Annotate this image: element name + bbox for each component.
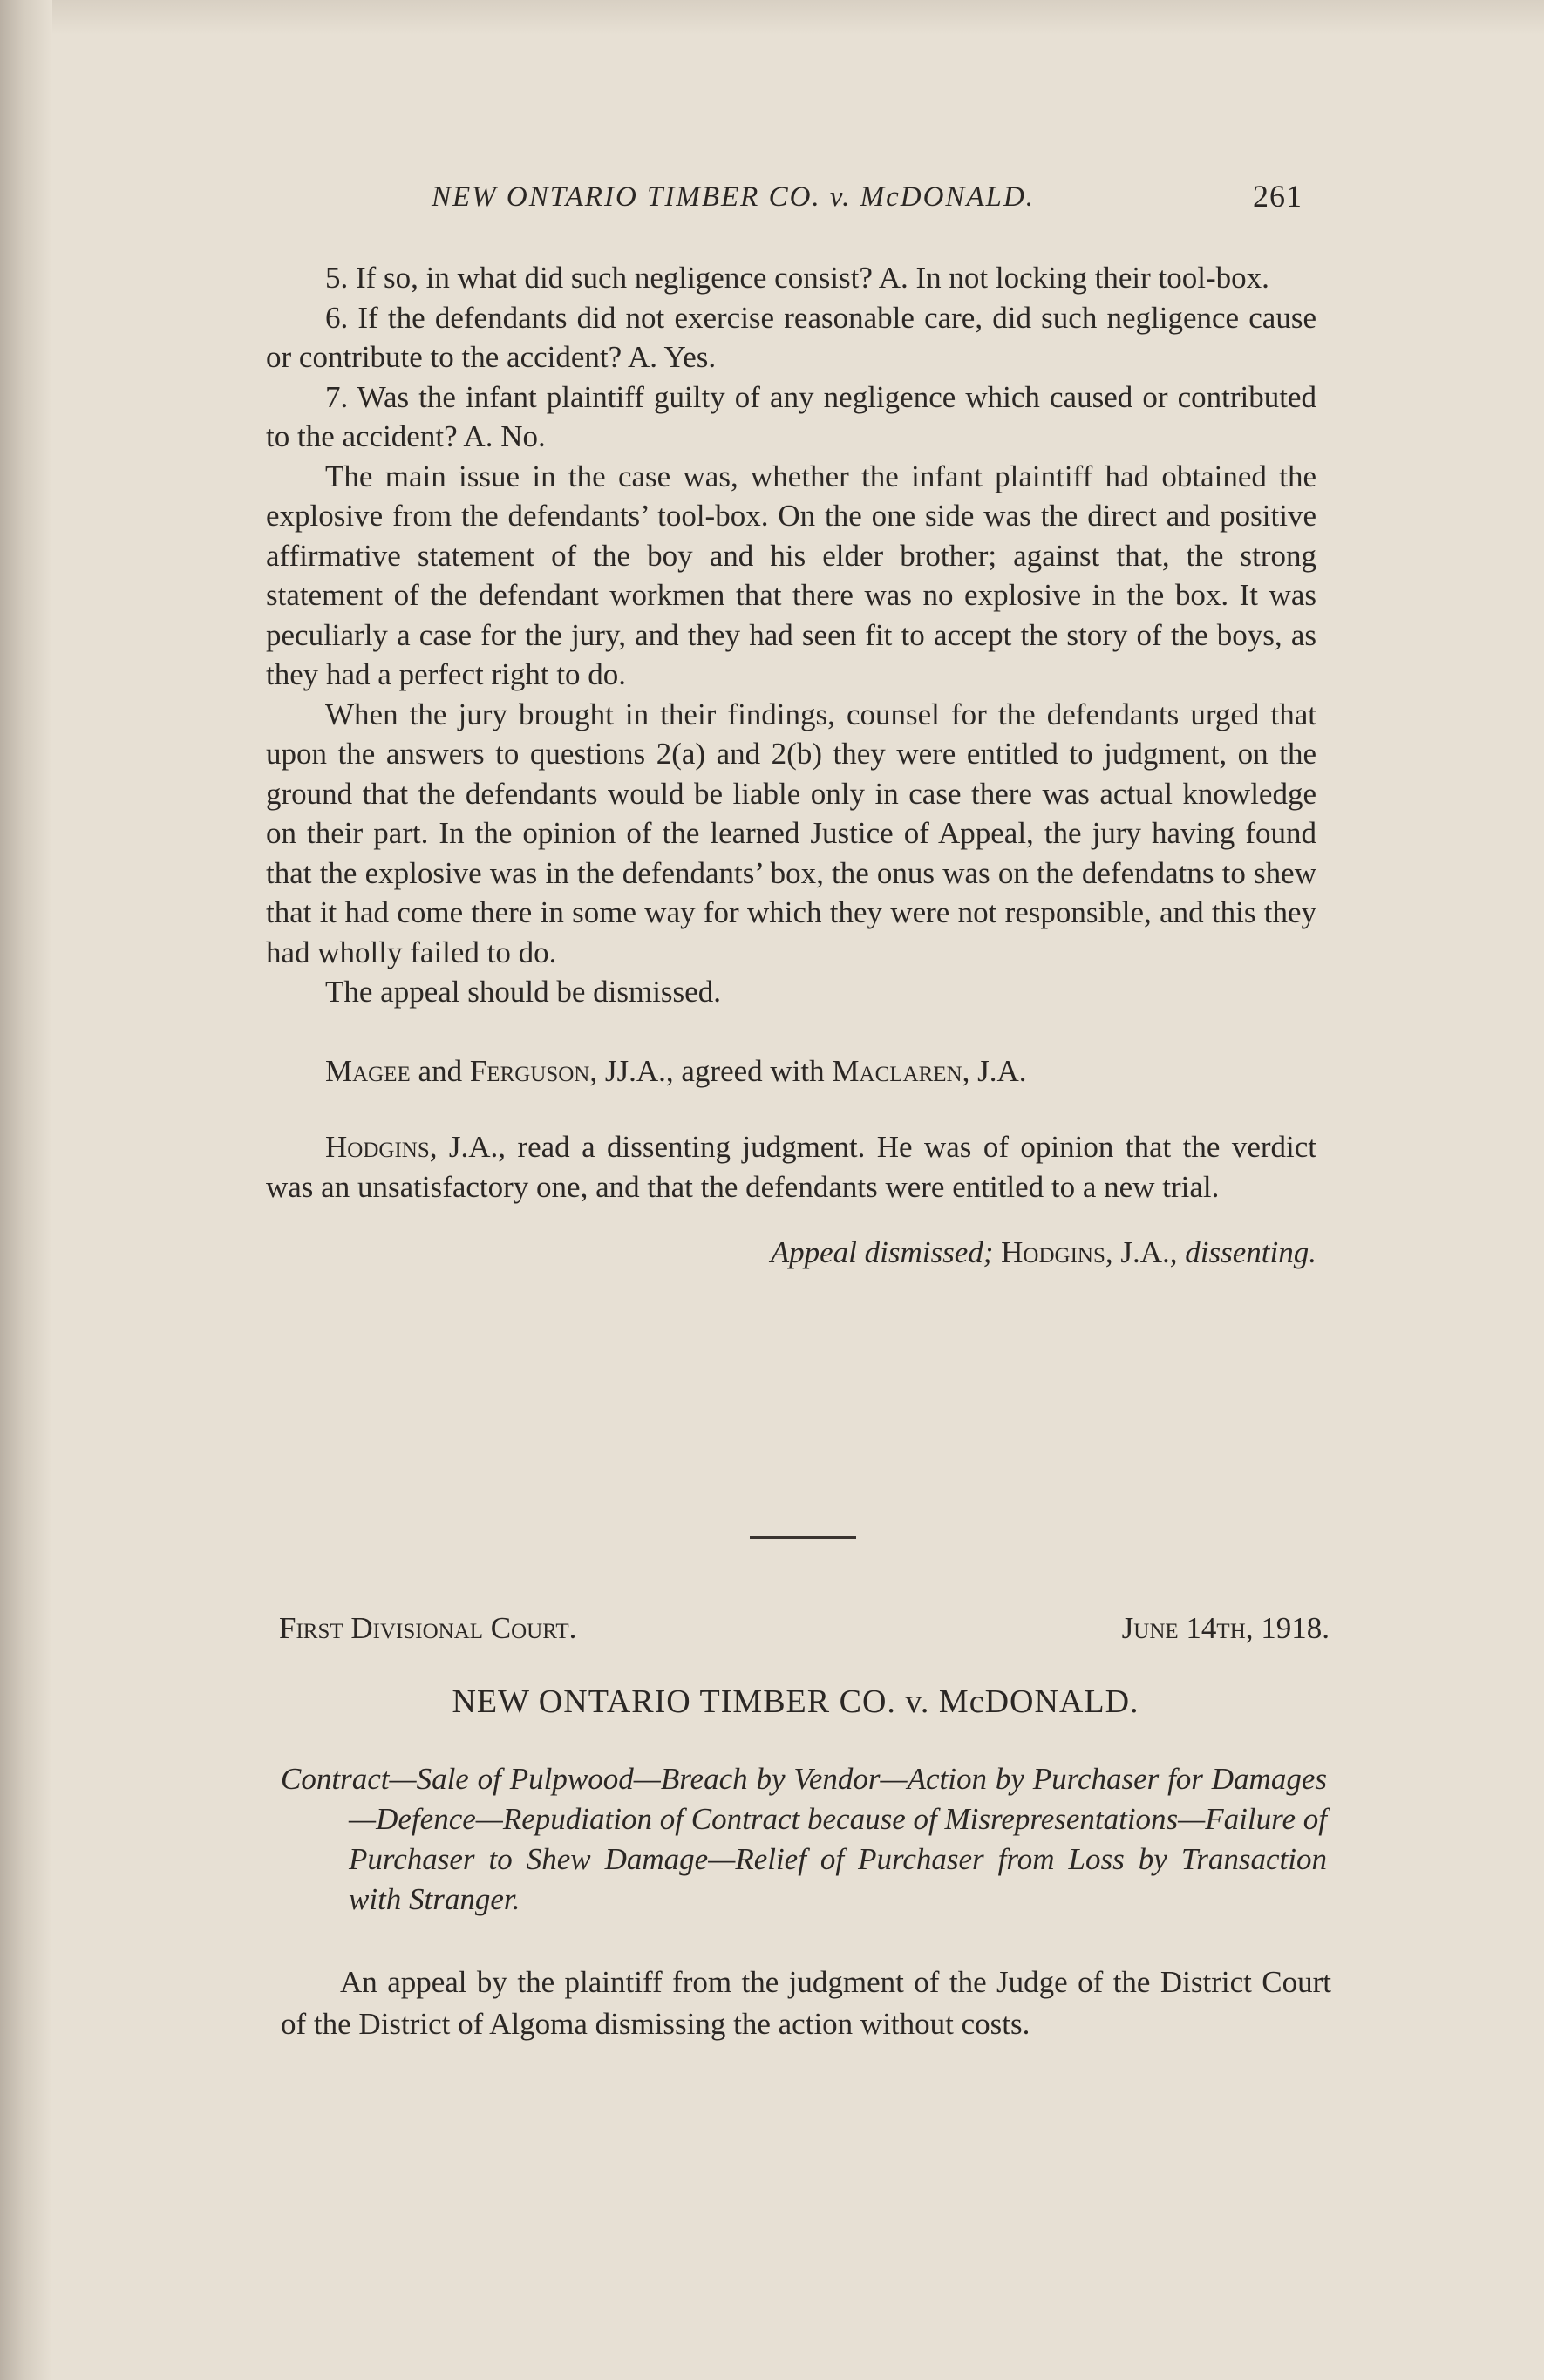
dissent-paragraph <box>266 1127 1316 1207</box>
page-number: 261 <box>1253 179 1303 214</box>
concurrence-end: , J.A. <box>962 1053 1027 1088</box>
paragraph-main-issue: The main issue in the case was, whether the infant plaintiff had obtained the explosive from the defendants’ tool-box. On the one side was the direct and positive affirmative statement of the boy and his elder brother; against that, the strong statement of the defendant workmen that there was no explosive in the box. It was peculiarly a case for the jury, and they had seen fit to accept the story of the boys, as they had a perfect right to do. <box>266 459 1316 691</box>
court-line <box>279 1611 1330 1653</box>
paragraph-q6: 6. If the defendants did not exercise reasonable care, did such negligence cause or contribute to the accident? A. Yes. <box>266 300 1316 374</box>
paragraph-jury-findings: When the jury brought in their findings, counsel for the defendants urged that upon the answers to questions 2(a) and 2(b) they were entitled to judgment, on the ground that the defendants would be liable only in case there was actual knowledge on their part. In the opinion of the learned Justice of Appeal, the jury having found that the explosive was in the defendants’ box, the onus was on the defendatns to shew that it had come there in some way for which they were not responsible, and this they had wholly failed to do. <box>266 697 1316 969</box>
disposition-judge: Hodgins <box>1001 1235 1105 1269</box>
page-edge-shadow-top <box>0 0 1544 35</box>
running-title: NEW ONTARIO TIMBER CO. v. McDONALD. <box>432 181 1036 213</box>
concurrence-text: , JJ.A., agreed with <box>589 1053 833 1088</box>
disposition-result: Appeal dismissed; <box>770 1235 994 1269</box>
paragraph-q7: 7. Was the infant plaintiff guilty of any negligence which caused or contributed to the accident? A. No. <box>266 379 1316 453</box>
disposition-mid: , J.A., <box>1105 1235 1186 1269</box>
concurrence-paragraph <box>266 1051 1316 1091</box>
paragraph-appeal-dismissed: The appeal should be dismissed. <box>325 975 721 1009</box>
concurrence-and: and <box>410 1053 470 1088</box>
judge-name-hodgins: Hodgins <box>325 1130 430 1164</box>
case-title: NEW ONTARIO TIMBER CO. v. McDONALD. <box>452 1683 1139 1720</box>
decision-date: June 14th, 1918. <box>1121 1611 1330 1645</box>
paragraph-q5: 5. If so, in what did such negligence consist? A. In not locking their tool-box. <box>325 261 1269 295</box>
disposition-line <box>266 1233 1316 1273</box>
judge-name-ferguson: Ferguson <box>469 1053 590 1088</box>
judge-name-maclaren: Maclaren <box>832 1053 962 1088</box>
court-name: First Divisional Court. <box>279 1611 577 1645</box>
judgment-body <box>266 258 1316 1273</box>
page-gutter-shadow <box>0 0 52 2380</box>
disposition-note: dissenting. <box>1185 1235 1316 1269</box>
headnote: Contract—Sale of Pulpwood—Breach by Vendor—Action by Purchaser for Damages—Defence—Repudiation of Contract because of Misrepresentations—Failure of Purchaser to Shew Damage—Relief of Purchaser from Loss by Transaction with Stranger. <box>281 1762 1327 1916</box>
judge-name-magee: Magee <box>325 1053 411 1088</box>
section-divider-rule <box>750 1536 856 1539</box>
appeal-intro-paragraph: An appeal by the plaintiff from the judgment of the Judge of the District Court of the District of Algoma dismissing the action without costs. <box>281 1965 1331 2041</box>
dissent-text: , J.A., read a dissenting judgment. He was of opinion that the verdict was an unsatisfactory one, and that the defendants were entitled to a new trial. <box>266 1130 1316 1204</box>
running-header <box>432 181 1303 225</box>
